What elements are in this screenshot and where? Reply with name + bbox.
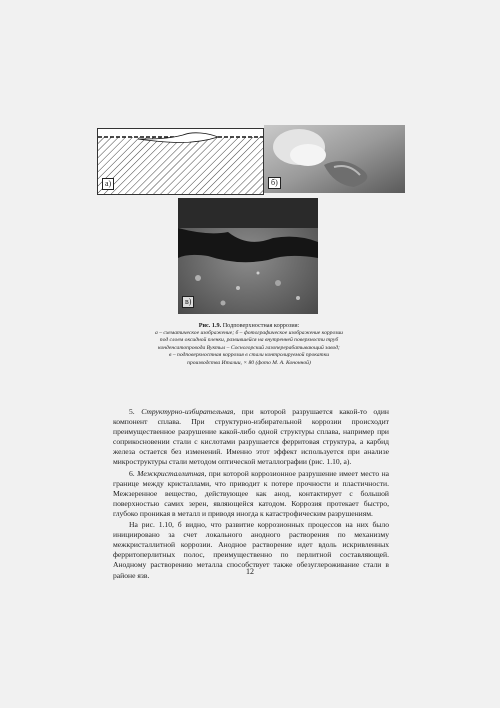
caption-title-number: Рис. 1.9. [198, 322, 222, 329]
figure-c-label: в) [182, 296, 194, 308]
caption-line: а – схематическое изображение; б – фотографическое изображение коррозии [155, 329, 343, 336]
paragraph-text: при которой разрушается какой-то один компонент сплава. При структурно-избирательной коррозии происходит преимущественное разрушение какой-либо одной структуры сплава, например при соприкосновении стали с кислотами разрушается ферритовая структура, а карбид железа остается без изменений. Именно этот эффект используется при анализе микроструктуры стали методом оптической металлографии (рис. 1.10, а). [113, 407, 389, 467]
figure-caption [150, 322, 348, 368]
paragraph-term: Межкристаллитная, [137, 468, 207, 478]
figure-b-label: б) [268, 177, 281, 189]
figure-b-photo [264, 125, 405, 193]
paragraph-intercrystalline [113, 469, 389, 519]
paragraph-structural-selective [113, 407, 389, 468]
figure-c-micrograph [178, 198, 318, 314]
paragraph-text: при которой коррозионное разрушение имеет место на границе между кристаллами, что приводит к потере прочности и пластичности. Межзеренное вещество, действующее как анод, контактирует с большой поверхностью самих зерен, являющейся катодом. Коррозия протекает быстро, глубоко проникая в металл и приводя иногда к катастрофическим разрушениям. [113, 468, 390, 518]
page-number: 12 [246, 567, 254, 576]
caption-title-text: Подповерхностная коррозия: [221, 322, 300, 329]
caption-title [150, 322, 348, 330]
caption-line: под слоем оксидной пленки, развившейся на внутренней поверхности труб [159, 337, 339, 344]
figure-a-label: а) [102, 178, 114, 190]
body-text [113, 407, 389, 581]
caption-line: в – подповерхностная коррозия в стали контролируемой прокатки [169, 352, 329, 359]
photo-b-image [264, 125, 405, 193]
paragraph-text: На рис. 1.10, б видно, что развитие коррозионных процессов на них было инициировано за счет локального анодного растворения по механизму межкристаллитной коррозии. Анодное растворение идет вдоль искривленных ферритоперлитных полос, преимущественно по перлитной составляющей. Анодному растворению металла способствует также обезуглероживание стали в районе язв. [113, 520, 389, 580]
figure-a-schematic [97, 128, 264, 195]
paragraph-number: 5. [129, 407, 142, 416]
paragraph-term: Структурно-избирательная, [141, 407, 236, 416]
caption-line: конденсатопровода Вуктыл – Сосногорский газоперерабатывающий завод; [158, 344, 340, 351]
micrograph-image [178, 198, 318, 314]
paragraph-number: 6. [129, 468, 138, 478]
schematic-drawing [98, 129, 263, 194]
caption-line: производства Италии, × 80 (фото М. А. Кононной) [187, 359, 311, 366]
